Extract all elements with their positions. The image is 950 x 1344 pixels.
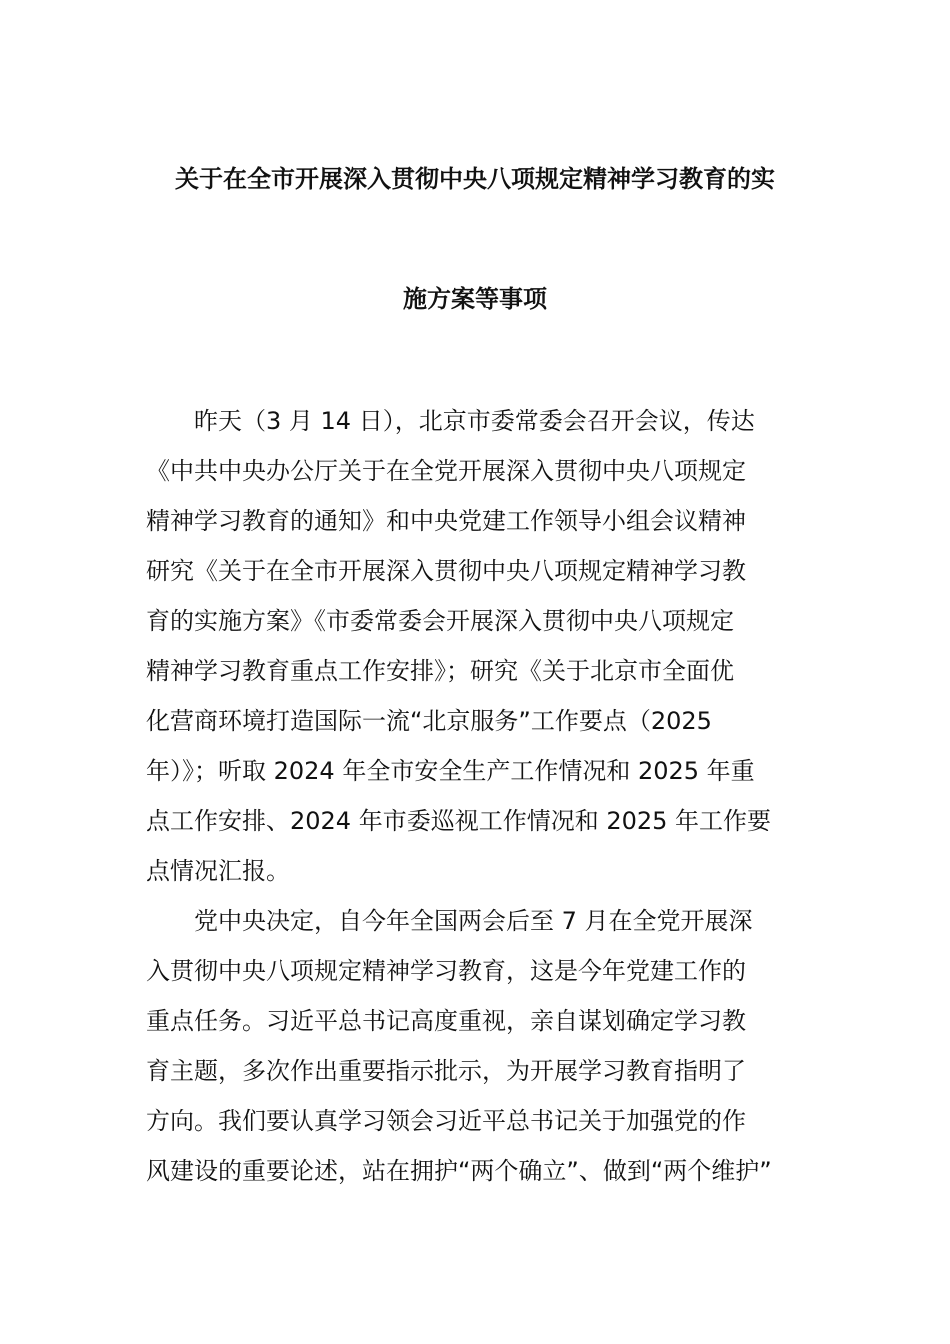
paragraph-line: 年）》；听取 2024 年全市安全生产工作情况和 2025 年重 <box>146 757 755 785</box>
paragraph-2 <box>146 896 810 1196</box>
paragraph-line: 昨天（3 月 14 日），北京市委常委会召开会议，传达 <box>194 407 755 435</box>
paragraph-line: 重点任务。习近平总书记高度重视，亲自谋划确定学习教 <box>146 1007 746 1035</box>
paragraph-line: 《中共中央办公厅关于在全党开展深入贯彻中央八项规定 <box>146 457 746 485</box>
paragraph-line: 党中央决定，自今年全国两会后至 7 月在全党开展深 <box>194 907 753 935</box>
paragraph-1 <box>146 396 810 896</box>
paragraph-line: 精神学习教育的通知》和中央党建工作领导小组会议精神 <box>146 507 746 535</box>
document-title-line-2: 施方案等事项 <box>403 285 547 313</box>
paragraph-line: 精神学习教育重点工作安排》；研究《关于北京市全面优 <box>146 657 734 685</box>
paragraph-line: 风建设的重要论述，站在拥护“两个确立”、做到“两个维护” <box>146 1157 772 1185</box>
paragraph-line: 点情况汇报。 <box>146 857 290 885</box>
paragraph-line: 育主题，多次作出重要指示批示，为开展学习教育指明了 <box>146 1057 746 1085</box>
paragraph-line: 研究《关于在全市开展深入贯彻中央八项规定精神学习教 <box>146 557 746 585</box>
paragraph-line: 育的实施方案》《市委常委会开展深入贯彻中央八项规定 <box>146 607 734 635</box>
document-title-line-1: 关于在全市开展深入贯彻中央八项规定精神学习教育的实 <box>175 165 775 193</box>
paragraph-line: 方向。我们要认真学习领会习近平总书记关于加强党的作 <box>146 1107 746 1135</box>
paragraph-line: 化营商环境打造国际一流“北京服务”工作要点（2025 <box>146 707 712 735</box>
paragraph-line: 点工作安排、2024 年市委巡视工作情况和 2025 年工作要 <box>146 807 772 835</box>
paragraph-line: 入贯彻中央八项规定精神学习教育，这是今年党建工作的 <box>146 957 746 985</box>
